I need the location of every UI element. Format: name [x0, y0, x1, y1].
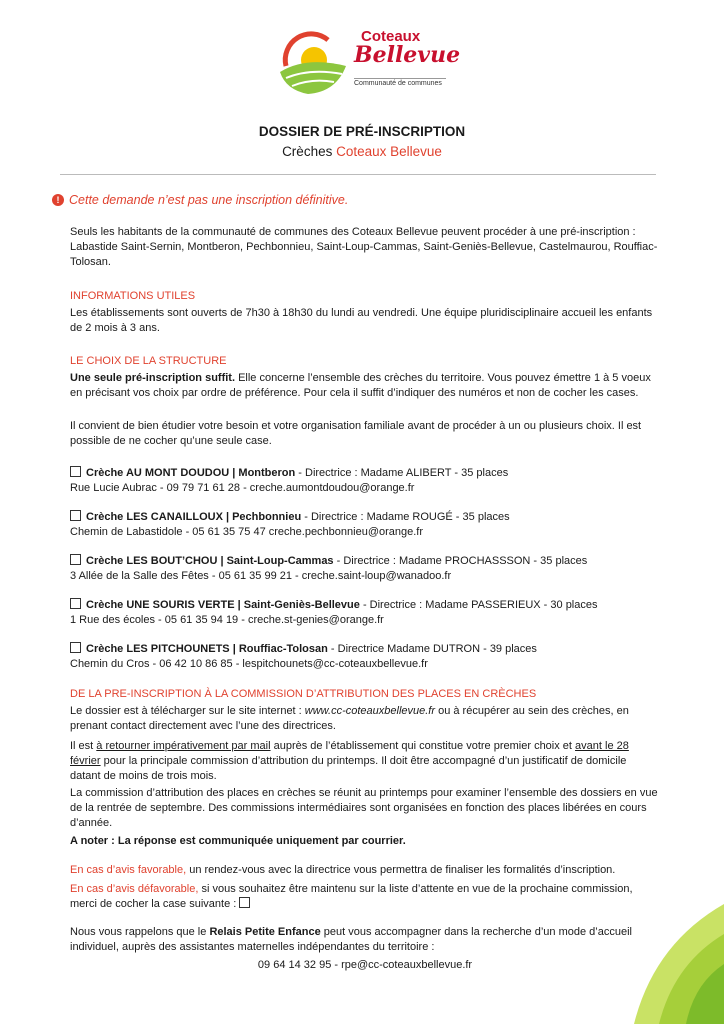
relais-contact: 09 64 14 32 95 - rpe@cc-coteauxbellevue.fr: [257, 959, 473, 971]
creche-item-5: Crèche LES PITCHOUNETS | Rouffiac-Tolosan - Directrice Madame DUTRON - 39 places Chemin du Cros - 06 42 10 86 85 - lespitchounets@cc-coteauxbellevue.fr: [70, 643, 537, 670]
choix-paragraph-1: Une seule pré-inscription suffit. Elle concerne l’ensemble des crèches du territoire. Vous pouvez émettre 1 à 5 voeux en précisant vos choix par ordre de préférence. Pour cela il suffit d’indiquer des numéros et non de cocher les cases.: [70, 372, 651, 399]
commission-paragraph-1: Le dossier est à télécharger sur le site internet : www.cc-coteauxbellevue.fr ou à récupérer au sein des crèches, en prenant contact directement avec l’une des directrices.: [70, 705, 629, 732]
page-subtitle: Crèches Coteaux Bellevue: [282, 144, 442, 159]
sun-hills-icon: [276, 26, 352, 96]
commission-paragraph-2: Il est à retourner impérativement par mail auprès de l’établissement qui constitue votre premier choix et avant le 28 février pour la principale commission d’attribution du printemps. Il doit être accompagné d’un justificatif de domicile datant de moins de trois mois.: [70, 740, 629, 782]
infos-heading: INFORMATIONS UTILES: [70, 290, 196, 302]
creche-item-1: Crèche AU MONT DOUDOU | Montberon - Directrice : Madame ALIBERT - 35 places Rue Lucie Aubrac - 09 79 71 61 28 - creche.aumontdoudou@orange.fr: [70, 467, 509, 494]
website-link[interactable]: www.cc-coteauxbellevue.fr: [304, 705, 436, 717]
page-title: DOSSIER DE PRÉ-INSCRIPTION: [258, 124, 466, 139]
creche-item-4: Crèche UNE SOURIS VERTE | Saint-Geniès-Bellevue - Directrice : Madame PASSERIEUX - 30 places 1 Rue des écoles - 05 61 35 94 19 - creche.st-genies@orange.fr: [70, 599, 598, 626]
checkbox[interactable]: [70, 642, 81, 653]
checkbox[interactable]: [70, 466, 81, 477]
checkbox[interactable]: [70, 554, 81, 565]
notice-text: Cette demande n’est pas une inscription définitive.: [69, 193, 349, 207]
choix-paragraph-2: Il convient de bien étudier votre besoin et votre organisation familiale avant de procéder à un ou plusieurs choix. Il est possible de ne cocher qu’une seule case.: [70, 420, 642, 447]
logo-line3: Communauté de communes: [354, 80, 442, 87]
logo-line1: Coteaux: [361, 28, 421, 45]
intro-paragraph: Seuls les habitants de la communauté de communes des Coteaux Bellevue peuvent procéder à une pré-inscription : Labastide Saint-Sernin, Montberon, Pechbonnieu, Saint-Loup-Cammas, Saint-Geniès-Bellevue, Castelmaurou, Rouffiac-Tolosan.: [70, 226, 658, 268]
commission-paragraph-3: La commission d’attribution des places en crèches se réunit au printemps pour examiner l’ensemble des dossiers en vue de la rentrée de septembre. Des commissions intermédiaires sont organisées en fonction des places libérées en cours d’année.: [70, 787, 658, 829]
checkbox[interactable]: [70, 510, 81, 521]
decorative-swoosh: [614, 904, 724, 1024]
avis-defavorable: En cas d’avis défavorable, si vous souhaitez être maintenu sur la liste d’attente en vue de la prochaine commission, merci de cocher la case suivante :: [70, 883, 633, 910]
checkbox[interactable]: [70, 598, 81, 609]
logo-line2: Bellevue: [354, 42, 461, 68]
creche-address: Rue Lucie Aubrac - 09 79 71 61 28 - creche.aumontdoudou@orange.fr: [70, 482, 415, 494]
choix-heading: LE CHOIX DE LA STRUCTURE: [70, 355, 227, 367]
creche-address: 3 Allée de la Salle des Fêtes - 05 61 35 99 21 - creche.saint-loup@wanadoo.fr: [70, 570, 452, 582]
creche-item-3: Crèche LES BOUT’CHOU | Saint-Loup-Cammas - Directrice : Madame PROCHASSSON - 35 places 3 Allée de la Salle des Fêtes - 05 61 35 99 21 - creche.saint-loup@wanadoo.fr: [70, 555, 588, 582]
creche-address: Chemin de Labastidole - 05 61 35 75 47 creche.pechbonnieu@orange.fr: [70, 526, 424, 538]
notice: [52, 193, 348, 207]
divider: [60, 174, 656, 175]
avis-favorable: En cas d’avis favorable, un rendez-vous avec la directrice vous permettra de finaliser les formalités d’inscription.: [70, 864, 616, 876]
relais-paragraph: Nous vous rappelons que le Relais Petite Enfance peut vous accompagner dans la recherche d’un mode d’accueil individuel, auprès des assistantes maternelles indépendantes du territoire :: [70, 926, 632, 953]
creche-address: 1 Rue des écoles - 05 61 35 94 19 - creche.st-genies@orange.fr: [70, 614, 384, 626]
warning-icon: !: [52, 194, 64, 206]
creche-address: Chemin du Cros - 06 42 10 86 85 - lespitchounets@cc-coteauxbellevue.fr: [70, 658, 428, 670]
creche-item-2: Crèche LES CANAILLOUX | Pechbonnieu - Directrice : Madame ROUGÉ - 35 places Chemin de Labastidole - 05 61 35 75 47 creche.pechbonnieu@orange.fr: [70, 511, 510, 538]
logo-divider: [354, 78, 446, 79]
waitlist-checkbox[interactable]: [239, 897, 250, 908]
commission-heading: DE LA PRE-INSCRIPTION À LA COMMISSION D’ATTRIBUTION DES PLACES EN CRÈCHES: [70, 688, 537, 700]
infos-paragraph: Les établissements sont ouverts de 7h30 à 18h30 du lundi au vendredi. Une équipe pluridisciplinaire accueil les enfants de 2 mois à 3 ans.: [70, 307, 653, 334]
coteaux-bellevue-logo: [276, 26, 461, 96]
commission-note: A noter : La réponse est communiquée uniquement par courrier.: [70, 835, 406, 847]
